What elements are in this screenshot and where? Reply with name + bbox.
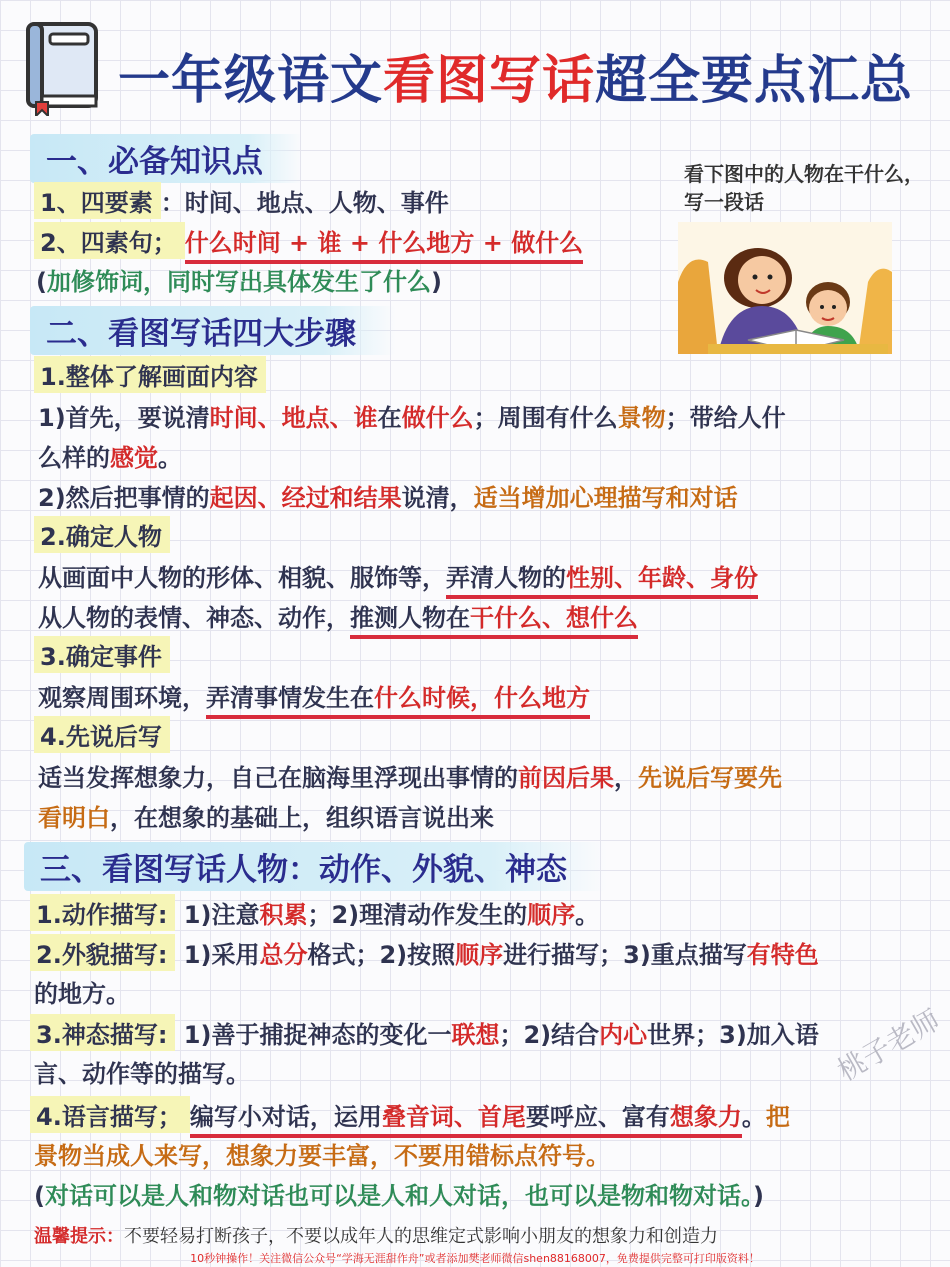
sec1-item-1: 1、四要素 ：时间、地点、人物、事件	[34, 182, 449, 219]
watermark: 桃子老师	[832, 1003, 946, 1088]
step-1-label: 1.整体了解画面内容	[34, 356, 266, 393]
header	[22, 18, 942, 118]
step-4-line-1: 适当发挥想象力，自己在脑海里浮现出事情的前因后果，先说后写要先	[38, 764, 782, 792]
sec1-item-2: 2、四素句； 什么时间 + 谁 + 什么地方 + 做什么	[34, 222, 583, 259]
step-1-line-2: 么样的感觉。	[38, 444, 182, 472]
desc-appearance-line-2: 的地方。	[34, 980, 130, 1008]
picture-caption: 看下图中的人物在干什么，写一段话	[684, 162, 924, 214]
desc-appearance: 2.外貌描写: 1)采用总分格式；2)按照顺序进行描写；3)重点描写有特色	[30, 934, 819, 971]
book-icon	[22, 18, 102, 116]
step-2-line-2: 从人物的表情、神态、动作，推测人物在干什么、想什么	[38, 598, 638, 633]
step-2-label: 2.确定人物	[34, 516, 170, 553]
step-4-label: 4.先说后写	[34, 716, 170, 753]
desc-expression: 3.神态描写: 1)善于捕捉神态的变化一联想；2)结合内心世界；3)加入语	[30, 1014, 819, 1051]
step-1-line-1: 1)首先，要说清时间、地点、谁在做什么；周围有什么景物；带给人什	[38, 404, 786, 432]
desc-speech-line-2: 景物当成人来写，想象力要丰富，不要用错标点符号。	[34, 1142, 610, 1170]
warm-tip: 温馨提示：不要轻易打断孩子，不要以成年人的思维定式影响小朋友的想象力和创造力	[34, 1226, 718, 1247]
step-2-line-1: 从画面中人物的形体、相貌、服饰等，弄清人物的性别、年龄、身份	[38, 558, 758, 593]
desc-speech-line-3: (对话可以是人和物对话也可以是人和人对话，也可以是物和物对话。)	[34, 1182, 764, 1210]
step-4-line-2: 看明白，在想象的基础上，组织语言说出来	[38, 804, 494, 832]
page-title: 一年级语文看图写话超全要点汇总	[118, 51, 914, 111]
mother-child-reading-illustration	[678, 222, 892, 354]
step-1-line-3: 2)然后把事情的起因、经过和结果说清，适当增加心理描写和对话	[38, 484, 738, 512]
footer-note: 10秒钟操作！关注微信公众号“学海无涯甜作舟”或者添加樊老师微信shen88168007，免费提供完整可打印版资料！	[190, 1252, 760, 1265]
section-1-heading: 一、必备知识点	[30, 134, 303, 183]
desc-action: 1.动作描写: 1)注意积累；2)理清动作发生的顺序。	[30, 894, 599, 931]
section-3-heading: 三、看图写话人物：动作、外貌、神态	[24, 842, 607, 891]
step-3-line-1: 观察周围环境，弄清事情发生在什么时候，什么地方	[38, 678, 590, 713]
section-2-heading: 二、看图写话四大步骤	[30, 306, 396, 355]
desc-speech: 4.语言描写； 编写小对话，运用叠音词、首尾要呼应、富有想象力。把	[30, 1096, 790, 1133]
sec1-note: (加修饰词，同时写出具体发生了什么)	[36, 268, 442, 296]
desc-expression-line-2: 言、动作等的描写。	[34, 1060, 250, 1088]
step-3-label: 3.确定事件	[34, 636, 170, 673]
